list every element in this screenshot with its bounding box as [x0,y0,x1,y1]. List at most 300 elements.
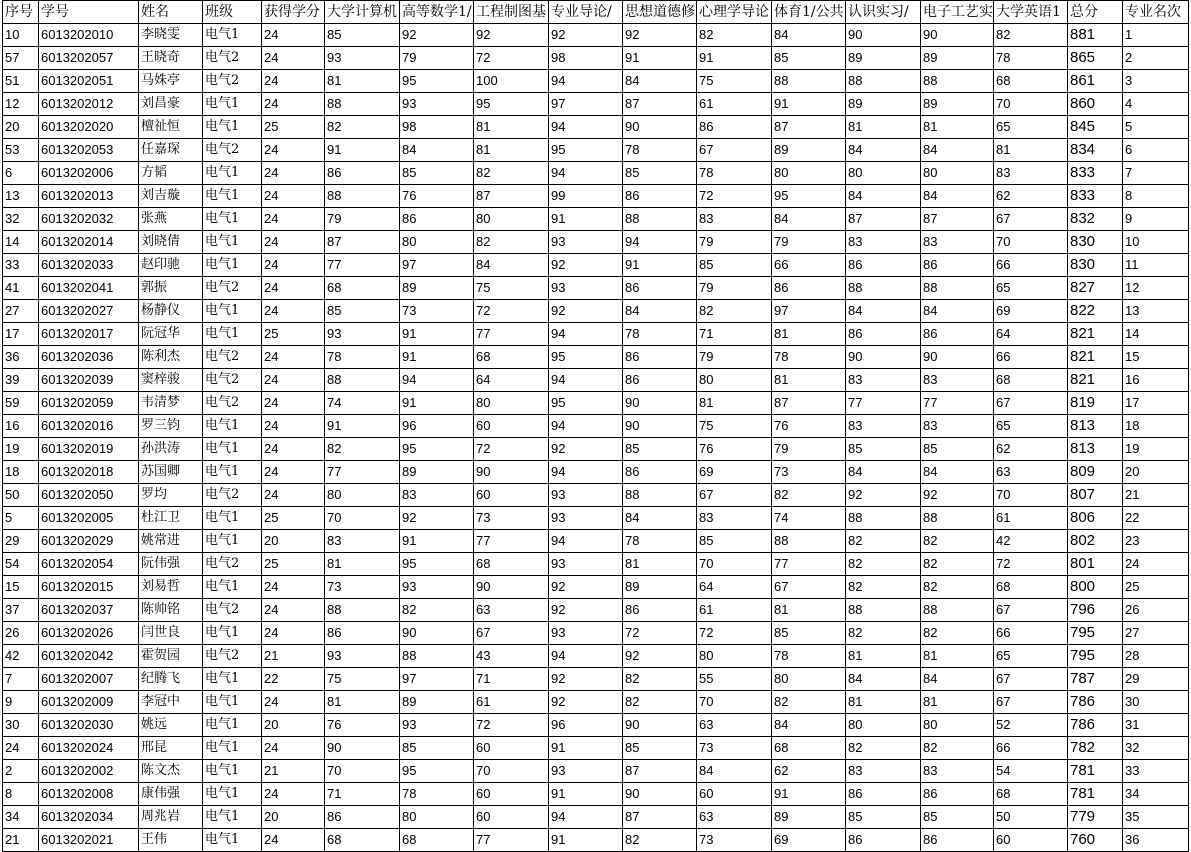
table-cell[interactable]: 80 [921,162,994,185]
table-cell[interactable]: 63 [697,714,772,737]
table-cell[interactable]: 74 [325,392,400,415]
table-cell[interactable]: 闫世良 [139,622,203,645]
table-cell[interactable]: 80 [772,668,846,691]
table-cell[interactable]: 电气1 [203,185,262,208]
table-cell[interactable]: 94 [549,461,623,484]
table-cell[interactable]: 6013202015 [39,576,139,599]
table-cell[interactable]: 68 [994,783,1068,806]
table-cell[interactable]: 92 [400,24,474,47]
table-cell[interactable]: 19 [1123,438,1189,461]
table-cell[interactable]: 786 [1068,714,1123,737]
table-cell[interactable]: 91 [623,47,697,70]
table-cell[interactable]: 77 [474,323,549,346]
table-cell[interactable]: 85 [921,806,994,829]
table-cell[interactable]: 17 [1123,392,1189,415]
table-cell[interactable]: 26 [3,622,39,645]
table-cell[interactable]: 73 [772,461,846,484]
table-cell[interactable]: 83 [921,369,994,392]
table-cell[interactable]: 90 [623,783,697,806]
table-cell[interactable]: 马姝亭 [139,70,203,93]
table-cell[interactable]: 43 [474,645,549,668]
table-cell[interactable]: 80 [772,162,846,185]
table-cell[interactable]: 6013202050 [39,484,139,507]
column-header[interactable]: 工程制图基 [474,1,549,24]
table-cell[interactable]: 77 [474,530,549,553]
table-cell[interactable]: 68 [474,553,549,576]
table-cell[interactable]: 813 [1068,415,1123,438]
table-cell[interactable]: 电气1 [203,93,262,116]
table-cell[interactable]: 92 [549,691,623,714]
table-cell[interactable]: 97 [400,668,474,691]
table-cell[interactable]: 80 [400,806,474,829]
table-cell[interactable]: 84 [697,760,772,783]
table-cell[interactable]: 80 [846,714,921,737]
table-cell[interactable]: 6013202010 [39,24,139,47]
table-cell[interactable]: 32 [1123,737,1189,760]
table-cell[interactable]: 83 [994,162,1068,185]
table-cell[interactable]: 68 [325,277,400,300]
table-cell[interactable]: 90 [623,714,697,737]
table-cell[interactable]: 93 [549,760,623,783]
table-cell[interactable]: 88 [846,277,921,300]
table-cell[interactable]: 82 [772,484,846,507]
table-cell[interactable]: 55 [697,668,772,691]
table-cell[interactable]: 24 [262,24,325,47]
table-cell[interactable]: 81 [623,553,697,576]
table-cell[interactable]: 85 [325,300,400,323]
table-cell[interactable]: 88 [623,208,697,231]
column-header[interactable]: 大学计算机 [325,1,400,24]
table-cell[interactable]: 69 [772,829,846,852]
table-cell[interactable]: 檀祉恒 [139,116,203,139]
table-cell[interactable]: 75 [697,415,772,438]
table-cell[interactable]: 93 [400,93,474,116]
table-cell[interactable]: 92 [921,484,994,507]
table-cell[interactable]: 53 [3,139,39,162]
table-cell[interactable]: 89 [921,93,994,116]
table-cell[interactable]: 42 [994,530,1068,553]
table-cell[interactable]: 28 [1123,645,1189,668]
table-cell[interactable]: 86 [623,369,697,392]
table-cell[interactable]: 65 [994,116,1068,139]
table-cell[interactable]: 6 [3,162,39,185]
table-cell[interactable]: 78 [994,47,1068,70]
table-cell[interactable]: 86 [921,829,994,852]
table-cell[interactable]: 60 [474,783,549,806]
table-cell[interactable]: 63 [474,599,549,622]
table-cell[interactable]: 24 [262,622,325,645]
table-cell[interactable]: 80 [846,162,921,185]
table-cell[interactable]: 86 [846,783,921,806]
table-cell[interactable]: 电气2 [203,553,262,576]
table-cell[interactable]: 86 [325,622,400,645]
table-cell[interactable]: 20 [1123,461,1189,484]
table-cell[interactable]: 6013202042 [39,645,139,668]
table-cell[interactable]: 刘易哲 [139,576,203,599]
table-cell[interactable]: 79 [772,438,846,461]
table-cell[interactable]: 802 [1068,530,1123,553]
table-cell[interactable]: 93 [549,277,623,300]
table-cell[interactable]: 24 [262,346,325,369]
table-cell[interactable]: 92 [549,599,623,622]
table-cell[interactable]: 82 [697,300,772,323]
table-cell[interactable]: 91 [400,392,474,415]
table-cell[interactable]: 67 [994,392,1068,415]
table-cell[interactable]: 91 [400,323,474,346]
table-cell[interactable]: 84 [846,139,921,162]
table-cell[interactable]: 电气1 [203,438,262,461]
table-cell[interactable]: 819 [1068,392,1123,415]
table-cell[interactable]: 93 [549,622,623,645]
table-cell[interactable]: 电气1 [203,622,262,645]
table-cell[interactable]: 77 [772,553,846,576]
table-cell[interactable]: 24 [3,737,39,760]
table-cell[interactable]: 88 [772,530,846,553]
table-cell[interactable]: 81 [325,553,400,576]
table-cell[interactable]: 84 [921,185,994,208]
table-cell[interactable]: 窦梓骏 [139,369,203,392]
table-cell[interactable]: 60 [474,806,549,829]
table-cell[interactable]: 84 [921,461,994,484]
table-cell[interactable]: 82 [623,691,697,714]
table-cell[interactable]: 6013202037 [39,599,139,622]
table-cell[interactable]: 33 [3,254,39,277]
table-cell[interactable]: 电气2 [203,277,262,300]
table-cell[interactable]: 36 [1123,829,1189,852]
table-cell[interactable]: 10 [1123,231,1189,254]
table-cell[interactable]: 邢昆 [139,737,203,760]
table-cell[interactable]: 88 [921,277,994,300]
table-cell[interactable]: 821 [1068,369,1123,392]
table-cell[interactable]: 67 [474,622,549,645]
table-cell[interactable]: 90 [400,622,474,645]
table-cell[interactable]: 95 [400,438,474,461]
table-cell[interactable]: 91 [549,783,623,806]
table-cell[interactable]: 15 [3,576,39,599]
table-cell[interactable]: 68 [772,737,846,760]
table-cell[interactable]: 6013202018 [39,461,139,484]
table-cell[interactable]: 78 [772,346,846,369]
table-cell[interactable]: 62 [994,438,1068,461]
table-cell[interactable]: 68 [400,829,474,852]
table-cell[interactable]: 电气2 [203,645,262,668]
table-cell[interactable]: 24 [262,691,325,714]
table-cell[interactable]: 87 [921,208,994,231]
table-cell[interactable]: 24 [262,277,325,300]
column-header[interactable]: 班级 [203,1,262,24]
table-cell[interactable]: 90 [623,415,697,438]
table-cell[interactable]: 95 [772,185,846,208]
table-cell[interactable]: 84 [772,714,846,737]
table-cell[interactable]: 806 [1068,507,1123,530]
table-cell[interactable]: 6013202036 [39,346,139,369]
table-cell[interactable]: 6013202057 [39,47,139,70]
table-cell[interactable]: 81 [325,70,400,93]
table-cell[interactable]: 85 [623,438,697,461]
table-cell[interactable]: 93 [549,553,623,576]
table-cell[interactable]: 88 [846,507,921,530]
table-cell[interactable]: 陈利杰 [139,346,203,369]
table-cell[interactable]: 92 [474,24,549,47]
table-cell[interactable]: 6013202006 [39,162,139,185]
table-cell[interactable]: 72 [474,300,549,323]
table-cell[interactable]: 13 [3,185,39,208]
table-cell[interactable]: 71 [325,783,400,806]
table-cell[interactable]: 6013202014 [39,231,139,254]
table-cell[interactable]: 21 [262,645,325,668]
table-cell[interactable]: 76 [772,415,846,438]
table-cell[interactable]: 760 [1068,829,1123,852]
table-cell[interactable]: 25 [1123,576,1189,599]
table-cell[interactable]: 19 [3,438,39,461]
table-cell[interactable]: 86 [325,162,400,185]
table-cell[interactable]: 16 [3,415,39,438]
column-header[interactable]: 高等数学1/ [400,1,474,24]
table-cell[interactable]: 4 [1123,93,1189,116]
table-cell[interactable]: 79 [697,231,772,254]
table-cell[interactable]: 95 [400,70,474,93]
table-cell[interactable]: 60 [994,829,1068,852]
table-cell[interactable]: 86 [400,208,474,231]
table-cell[interactable]: 830 [1068,254,1123,277]
table-cell[interactable]: 电气2 [203,139,262,162]
table-cell[interactable]: 阮冠华 [139,323,203,346]
table-cell[interactable]: 94 [549,806,623,829]
table-cell[interactable]: 33 [1123,760,1189,783]
table-cell[interactable]: 78 [623,139,697,162]
table-cell[interactable]: 79 [325,208,400,231]
table-cell[interactable]: 77 [846,392,921,415]
table-cell[interactable]: 杨静仪 [139,300,203,323]
table-cell[interactable]: 93 [325,47,400,70]
table-cell[interactable]: 24 [262,369,325,392]
table-cell[interactable]: 6013202020 [39,116,139,139]
table-cell[interactable]: 94 [549,116,623,139]
table-cell[interactable]: 6013202051 [39,70,139,93]
table-cell[interactable]: 67 [772,576,846,599]
table-cell[interactable]: 85 [697,254,772,277]
table-cell[interactable]: 电气2 [203,47,262,70]
table-cell[interactable]: 93 [549,231,623,254]
table-cell[interactable]: 51 [3,70,39,93]
table-cell[interactable]: 81 [921,645,994,668]
table-cell[interactable]: 24 [262,415,325,438]
table-cell[interactable]: 73 [400,300,474,323]
table-cell[interactable]: 95 [400,553,474,576]
table-cell[interactable]: 66 [772,254,846,277]
table-cell[interactable]: 6013202005 [39,507,139,530]
column-header[interactable]: 学号 [39,1,139,24]
table-cell[interactable]: 24 [262,783,325,806]
table-cell[interactable]: 84 [846,185,921,208]
table-cell[interactable]: 92 [549,668,623,691]
table-cell[interactable]: 24 [262,300,325,323]
table-cell[interactable]: 809 [1068,461,1123,484]
table-cell[interactable]: 70 [697,553,772,576]
table-cell[interactable]: 801 [1068,553,1123,576]
table-cell[interactable]: 37 [3,599,39,622]
table-cell[interactable]: 86 [623,346,697,369]
table-cell[interactable]: 8 [1123,185,1189,208]
table-cell[interactable]: 电气1 [203,323,262,346]
table-cell[interactable]: 6013202053 [39,139,139,162]
table-cell[interactable]: 21 [1123,484,1189,507]
column-header[interactable]: 专业导论/ [549,1,623,24]
table-cell[interactable]: 72 [474,714,549,737]
table-cell[interactable]: 67 [697,139,772,162]
table-cell[interactable]: 83 [846,415,921,438]
table-cell[interactable]: 70 [994,231,1068,254]
table-cell[interactable]: 36 [3,346,39,369]
table-cell[interactable]: 82 [474,231,549,254]
table-cell[interactable]: 6013202034 [39,806,139,829]
table-cell[interactable]: 12 [3,93,39,116]
table-cell[interactable]: 90 [623,392,697,415]
table-cell[interactable]: 79 [400,47,474,70]
table-cell[interactable]: 82 [846,530,921,553]
table-cell[interactable]: 电气1 [203,507,262,530]
table-cell[interactable]: 781 [1068,760,1123,783]
table-cell[interactable]: 81 [772,323,846,346]
table-cell[interactable]: 97 [400,254,474,277]
table-cell[interactable]: 80 [921,714,994,737]
table-cell[interactable]: 786 [1068,691,1123,714]
table-cell[interactable]: 93 [325,323,400,346]
table-cell[interactable]: 90 [474,461,549,484]
table-cell[interactable]: 93 [400,576,474,599]
table-cell[interactable]: 96 [549,714,623,737]
table-cell[interactable]: 30 [3,714,39,737]
table-cell[interactable]: 87 [623,93,697,116]
table-cell[interactable]: 78 [697,162,772,185]
table-cell[interactable]: 10 [3,24,39,47]
table-cell[interactable]: 24 [262,576,325,599]
table-cell[interactable]: 89 [400,461,474,484]
table-cell[interactable]: 72 [697,622,772,645]
table-cell[interactable]: 85 [400,737,474,760]
table-cell[interactable]: 94 [549,162,623,185]
table-cell[interactable]: 90 [921,24,994,47]
table-cell[interactable]: 91 [325,415,400,438]
table-cell[interactable]: 99 [549,185,623,208]
table-cell[interactable]: 73 [325,576,400,599]
table-cell[interactable]: 821 [1068,323,1123,346]
table-cell[interactable]: 72 [474,47,549,70]
table-cell[interactable]: 66 [994,622,1068,645]
table-cell[interactable]: 100 [474,70,549,93]
table-cell[interactable]: 84 [772,208,846,231]
table-cell[interactable]: 71 [474,668,549,691]
table-cell[interactable]: 83 [325,530,400,553]
table-cell[interactable]: 76 [697,438,772,461]
table-cell[interactable]: 6013202021 [39,829,139,852]
table-cell[interactable]: 18 [3,461,39,484]
table-cell[interactable]: 67 [697,484,772,507]
table-cell[interactable]: 82 [325,116,400,139]
table-cell[interactable]: 6013202007 [39,668,139,691]
table-cell[interactable]: 94 [549,369,623,392]
table-cell[interactable]: 64 [474,369,549,392]
table-cell[interactable]: 82 [921,622,994,645]
table-cell[interactable]: 93 [325,645,400,668]
table-cell[interactable]: 82 [921,530,994,553]
table-cell[interactable]: 电气2 [203,392,262,415]
table-cell[interactable]: 13 [1123,300,1189,323]
table-cell[interactable]: 85 [400,162,474,185]
table-cell[interactable]: 29 [1123,668,1189,691]
table-cell[interactable]: 95 [549,392,623,415]
table-cell[interactable]: 71 [697,323,772,346]
table-cell[interactable]: 861 [1068,70,1123,93]
table-cell[interactable]: 795 [1068,622,1123,645]
table-cell[interactable]: 73 [697,737,772,760]
table-cell[interactable]: 78 [772,645,846,668]
table-cell[interactable]: 89 [846,93,921,116]
table-cell[interactable]: 24 [262,185,325,208]
table-cell[interactable]: 85 [846,438,921,461]
table-cell[interactable]: 24 [262,208,325,231]
table-cell[interactable]: 29 [3,530,39,553]
table-cell[interactable]: 霍贺园 [139,645,203,668]
column-header[interactable]: 大学英语1 [994,1,1068,24]
table-cell[interactable]: 6013202039 [39,369,139,392]
table-cell[interactable]: 电气1 [203,162,262,185]
table-cell[interactable]: 电气1 [203,760,262,783]
table-cell[interactable]: 电气1 [203,254,262,277]
table-cell[interactable]: 24 [262,438,325,461]
table-cell[interactable]: 64 [994,323,1068,346]
table-cell[interactable]: 73 [474,507,549,530]
table-cell[interactable]: 3 [1123,70,1189,93]
table-cell[interactable]: 24 [262,162,325,185]
table-cell[interactable]: 865 [1068,47,1123,70]
table-cell[interactable]: 821 [1068,346,1123,369]
table-cell[interactable]: 电气1 [203,806,262,829]
table-cell[interactable]: 50 [994,806,1068,829]
table-cell[interactable]: 电气2 [203,369,262,392]
table-cell[interactable]: 电气2 [203,346,262,369]
table-cell[interactable]: 82 [697,24,772,47]
table-cell[interactable]: 81 [846,645,921,668]
table-cell[interactable]: 93 [400,714,474,737]
table-cell[interactable]: 82 [846,737,921,760]
table-cell[interactable]: 94 [549,70,623,93]
table-cell[interactable]: 87 [772,116,846,139]
table-cell[interactable]: 21 [262,760,325,783]
table-cell[interactable]: 94 [549,323,623,346]
table-cell[interactable]: 纪腾飞 [139,668,203,691]
table-cell[interactable]: 97 [772,300,846,323]
table-cell[interactable]: 电气1 [203,691,262,714]
table-cell[interactable]: 81 [697,392,772,415]
table-cell[interactable]: 电气1 [203,576,262,599]
table-cell[interactable]: 94 [549,645,623,668]
table-cell[interactable]: 82 [325,438,400,461]
table-cell[interactable]: 82 [846,622,921,645]
table-cell[interactable]: 12 [1123,277,1189,300]
table-cell[interactable]: 26 [1123,599,1189,622]
table-cell[interactable]: 78 [400,783,474,806]
table-cell[interactable]: 77 [325,461,400,484]
table-cell[interactable]: 59 [3,392,39,415]
table-cell[interactable]: 85 [623,162,697,185]
table-cell[interactable]: 85 [846,806,921,829]
table-cell[interactable]: 881 [1068,24,1123,47]
column-header[interactable]: 获得学分 [262,1,325,24]
table-cell[interactable]: 电气1 [203,783,262,806]
table-cell[interactable]: 刘吉璇 [139,185,203,208]
table-cell[interactable]: 24 [262,70,325,93]
